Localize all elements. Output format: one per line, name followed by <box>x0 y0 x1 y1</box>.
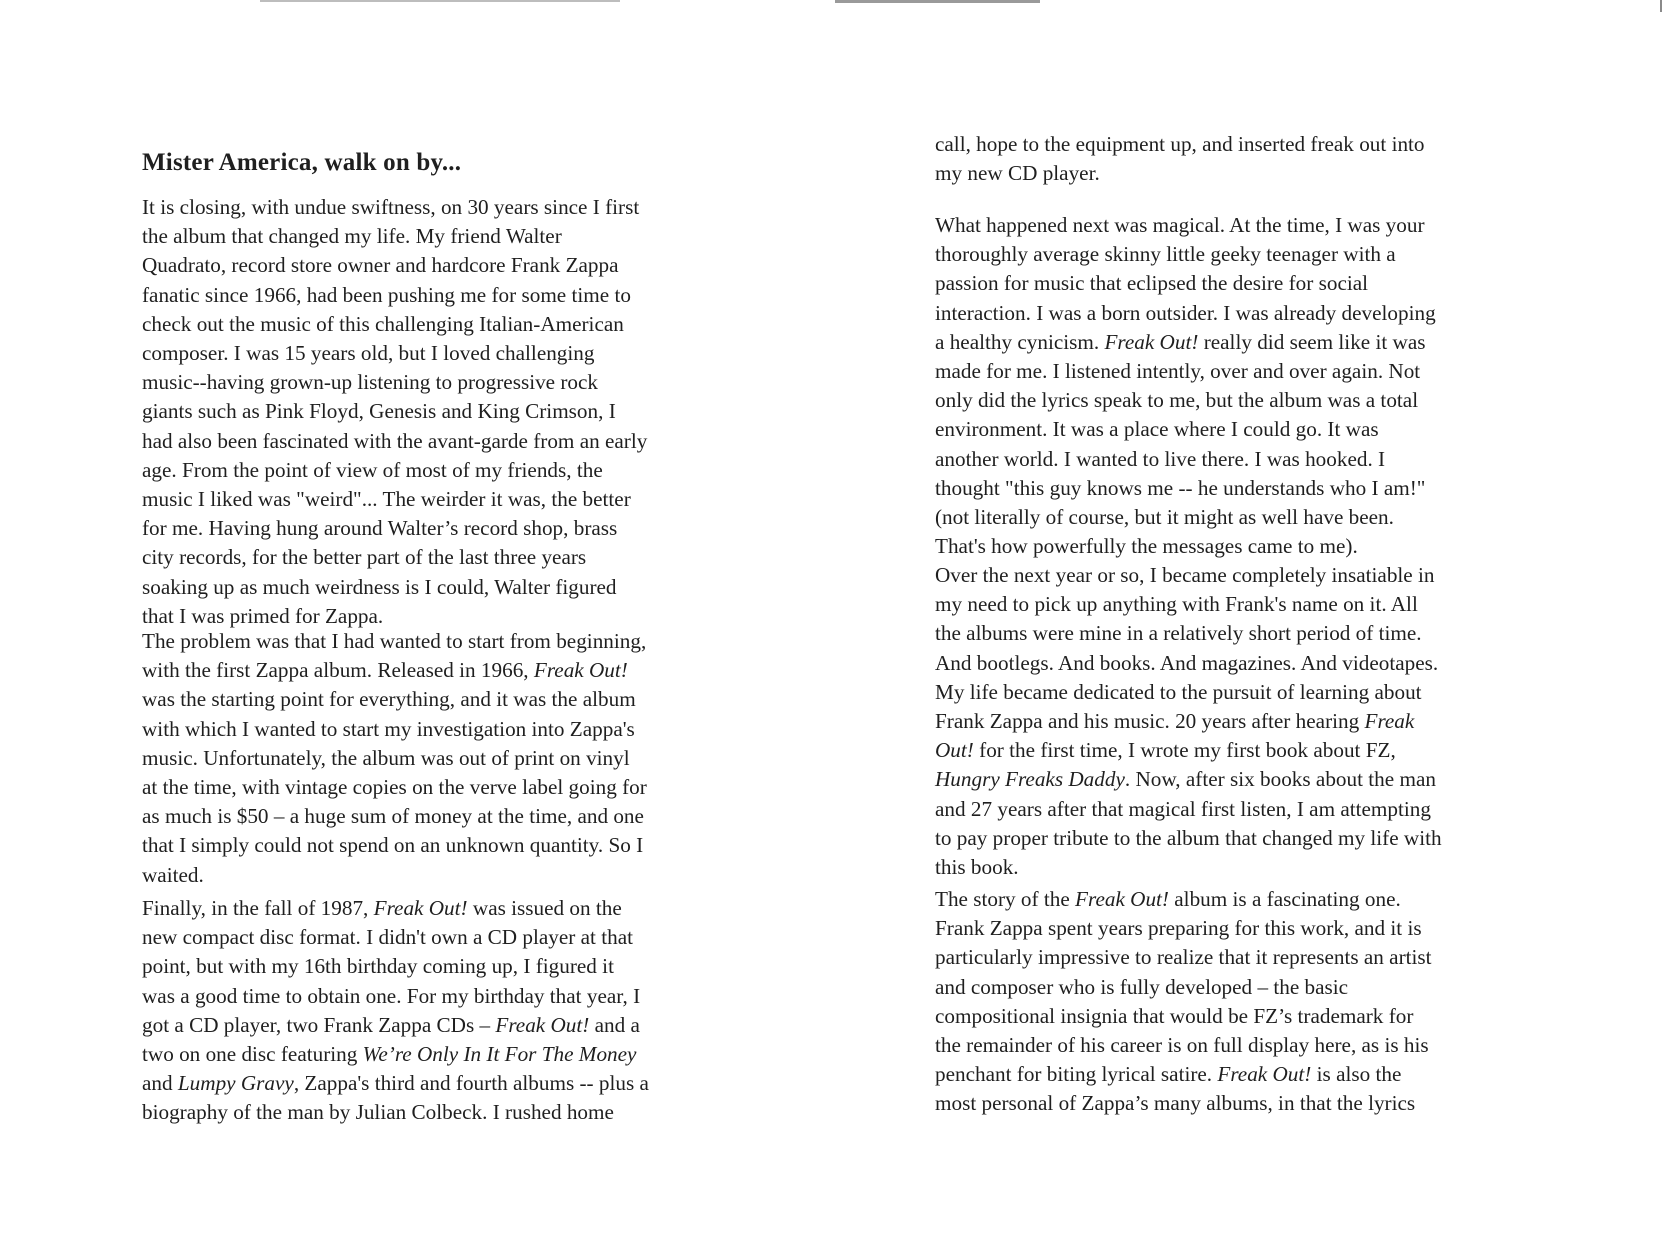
text-line: was a good time to obtain one. For my birthday that year, I <box>142 983 641 1008</box>
text-line: Quadrato, record store owner and hardcore Frank Zappa <box>142 253 619 278</box>
text-line: Over the next year or so, I became completely insatiable in <box>935 563 1435 587</box>
chapter-title: Mister America, walk on by... <box>142 149 462 176</box>
text-line: Frank Zappa and his music. 20 years after hearing Freak <box>935 709 1415 734</box>
italic-title: Freak Out! <box>495 1012 590 1037</box>
text-line: soaking up as much weirdness is I could, Walter figured <box>142 574 617 599</box>
text-line: It is closing, with undue swiftness, on 30 years since I first <box>142 195 640 219</box>
text-line: only did the lyrics speak to me, but the album was a total <box>935 388 1419 413</box>
text-line: music--having grown-up listening to progressive rock <box>142 370 599 395</box>
text-line: passion for music that eclipsed the desire for social <box>935 271 1369 296</box>
italic-title: Freak Out! <box>1075 887 1169 911</box>
text-line: with which I wanted to start my investigation into Zappa's <box>142 716 635 741</box>
text-line: a healthy cynicism. Freak Out! really did seem like it was <box>935 329 1426 354</box>
text-line: (not literally of course, but it might as well have been. <box>935 505 1394 530</box>
text-line: point, but with my 16th birthday coming up, I figured it <box>142 954 614 979</box>
text-line: music. Unfortunately, the album was out of print on vinyl <box>142 745 630 770</box>
text-line: city records, for the better part of the last three years <box>142 545 587 570</box>
text-line: thoroughly average skinny little geeky teenager with a <box>935 242 1396 267</box>
paragraph <box>935 885 1555 1119</box>
text-line: two on one disc featuring We’re Only In It For The Money <box>142 1042 637 1067</box>
text-line: age. From the point of view of most of my friends, the <box>142 457 603 482</box>
text-line: fanatic since 1966, had been pushing me for some time to <box>142 282 631 307</box>
text-line: waited. <box>142 862 204 887</box>
text-line: music I liked was "weird"... The weirder it was, the better <box>142 487 631 512</box>
text-line: Finally, in the fall of 1987, Freak Out! was issued on the <box>142 896 622 920</box>
text-line: my new CD player. <box>935 161 1100 186</box>
text-line: giants such as Pink Floyd, Genesis and King Crimson, I <box>142 399 616 424</box>
text-line: that I was primed for Zappa. <box>142 603 384 628</box>
paragraph <box>142 894 782 1128</box>
text-line: penchant for biting lyrical satire. Freak Out! is also the <box>935 1062 1402 1087</box>
text-line: and Lumpy Gravy, Zappa's third and fourth albums -- plus a <box>142 1071 649 1096</box>
scan-edge-top-right <box>1660 0 1662 12</box>
text-line: thought "this guy knows me -- he understands who I am!" <box>935 475 1426 500</box>
text-line: new compact disc format. I didn't own a CD player at that <box>142 925 633 950</box>
text-line: to pay proper tribute to the album that changed my life with <box>935 825 1442 850</box>
text-line: My life became dedicated to the pursuit of learning about <box>935 679 1422 704</box>
text-line: for me. Having hung around Walter’s record shop, brass <box>142 516 618 541</box>
text-line: at the time, with vintage copies on the verve label going for <box>142 775 647 800</box>
text-line: And bootlegs. And books. And magazines. And videotapes. <box>935 650 1439 675</box>
text-line: with the first Zappa album. Released in 1966, Freak Out! <box>142 658 628 683</box>
italic-title: Hungry Freaks Daddy <box>935 767 1125 792</box>
text-line: The story of the Freak Out! album is a fascinating one. <box>935 887 1401 911</box>
text-line: was the starting point for everything, and it was the album <box>142 687 636 712</box>
text-line: another world. I wanted to live there. I was hooked. I <box>935 446 1386 471</box>
italic-title: Out! <box>935 738 974 763</box>
italic-title: Freak Out! <box>1217 1062 1312 1087</box>
paragraph <box>935 130 1555 188</box>
text-line: compositional insignia that would be FZ’s trademark for <box>935 1003 1414 1028</box>
text-line: the remainder of his career is on full display here, as is his <box>935 1033 1429 1058</box>
text-line: That's how powerfully the messages came to me). <box>935 534 1358 559</box>
italic-title: Lumpy Gravy <box>177 1071 294 1096</box>
text-line: composer. I was 15 years old, but I loved challenging <box>142 341 595 366</box>
text-line: most personal of Zappa’s many albums, in that the lyrics <box>935 1091 1416 1116</box>
text-line: biography of the man by Julian Colbeck. I rushed home <box>142 1100 614 1125</box>
text-line: environment. It was a place where I could go. It was <box>935 417 1379 442</box>
text-line: had also been fascinated with the avant-garde from an early <box>142 428 648 453</box>
text-line: made for me. I listened intently, over and over again. Not <box>935 359 1421 384</box>
scan-edge-top-left <box>260 0 620 2</box>
text-line: the album that changed my life. My friend Walter <box>142 224 562 249</box>
italic-title: Freak Out! <box>533 658 628 683</box>
text-line: that I simply could not spend on an unknown quantity. So I <box>142 833 644 858</box>
italic-title: We’re Only In It For The Money <box>362 1042 637 1067</box>
italic-title: Freak Out! <box>373 896 468 920</box>
text-line: this book. <box>935 855 1019 880</box>
paragraph <box>142 193 782 631</box>
italic-title: Freak <box>1364 709 1415 734</box>
text-line: the albums were mine in a relatively short period of time. <box>935 621 1422 646</box>
text-line: got a CD player, two Frank Zappa CDs – Freak Out! and a <box>142 1012 640 1037</box>
italic-title: Freak Out! <box>1104 329 1199 354</box>
text-line: The problem was that I had wanted to start from beginning, <box>142 629 647 653</box>
text-line: call, hope to the equipment up, and inserted freak out into <box>935 132 1425 156</box>
text-line: particularly impressive to realize that it represents an artist <box>935 945 1432 970</box>
text-line: interaction. I was a born outsider. I was already developing <box>935 300 1436 325</box>
paragraph <box>935 211 1555 561</box>
paragraph <box>935 561 1555 882</box>
paragraph <box>142 627 782 890</box>
text-line: Out! for the first time, I wrote my first book about FZ, <box>935 738 1396 763</box>
text-line: and composer who is fully developed – the basic <box>935 974 1349 999</box>
text-line: Frank Zappa spent years preparing for this work, and it is <box>935 916 1422 941</box>
text-line: What happened next was magical. At the time, I was your <box>935 213 1425 237</box>
text-line: my need to pick up anything with Frank's name on it. All <box>935 592 1418 617</box>
text-line: Hungry Freaks Daddy. Now, after six books about the man <box>935 767 1436 792</box>
text-line: check out the music of this challenging Italian-American <box>142 311 624 336</box>
text-line: and 27 years after that magical first listen, I am attempting <box>935 796 1431 821</box>
text-line: as much is $50 – a huge sum of money at the time, and one <box>142 804 644 829</box>
scan-edge-top-middle <box>835 0 1040 3</box>
